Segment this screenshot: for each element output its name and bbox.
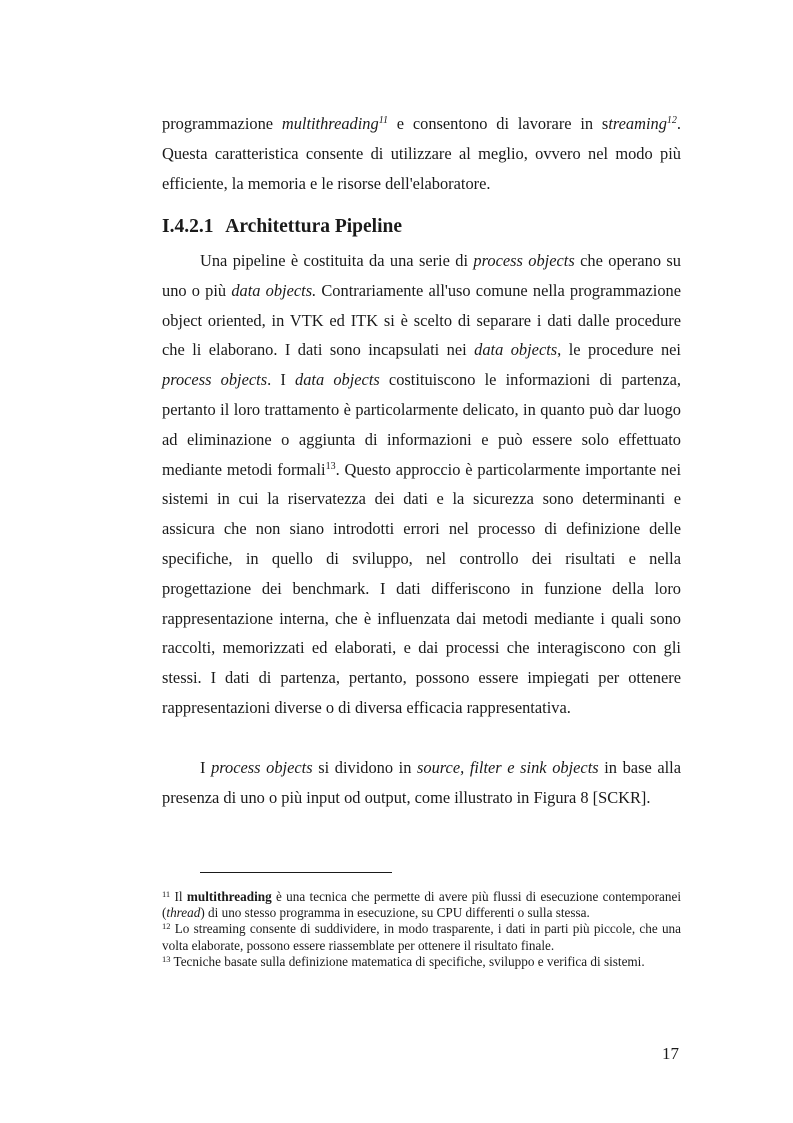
text-run: Il: [170, 889, 187, 904]
text-run: si dividono in: [312, 758, 418, 777]
page-number: 17: [662, 1044, 679, 1063]
text-run: , le procedure nei: [557, 340, 681, 360]
footnote-number: 11: [162, 889, 171, 899]
text-run: Contrariamente all'uso comune nella programmazione object oriented, in VTK ed ITK si è scelto di separare i dati dalle procedure che li elaborano. I dati sono incapsulati nei: [162, 280, 681, 360]
text-run: che operano su uno o più: [162, 251, 681, 300]
paragraph-intro: [162, 109, 681, 198]
footnote-ref-13[interactable]: 13: [325, 460, 336, 472]
text-run: I: [200, 758, 212, 777]
text-run-italic: data objects: [295, 370, 380, 390]
text-run: Tecniche basate sulla definizione matematica di specifiche, sviluppo e verifica di sistemi.: [170, 953, 645, 969]
footnote-number: 13: [162, 953, 171, 964]
text-run: ) di uno stesso programma in esecuzione, su CPU differenti o sulla stessa.: [200, 905, 590, 921]
text-run-italic: data objects: [474, 340, 558, 360]
text-run: in base alla presenza di uno o più input od output, come illustrato in Figura 8 [SCKR].: [162, 758, 681, 807]
text-run: Una pipeline è costituita da una serie di: [200, 251, 474, 270]
footnote-13: [162, 954, 681, 970]
text-run: . Questa caratteristica consente di utilizzare al meglio, ovvero nel modo più efficiente, la memoria e le risorse dell'elaboratore.: [162, 114, 681, 193]
text-run: programmazione: [162, 114, 282, 133]
text-run: . I: [267, 370, 295, 390]
footnote-12: [162, 921, 681, 953]
text-run: costituiscono le informazioni di partenza, pertanto il loro trattamento è particolarmente delicato, in quanto può dar luogo ad eliminazione o aggiunta di informazioni e può essere solo effettuato mediante metodi formali: [162, 370, 681, 479]
text-run: . Questo approccio è particolarmente importante nei sistemi in cui la riservatezza dei dati e la sicurezza sono determinanti e assicura che non siano introdotti errori nel processo di definizione delle specifiche, in quello di sviluppo, nel controllo dei risultati e nella progettazione dei benchmark. I dati differiscono in funzione della loro rappresentazione interna, che è influenzata dai metodi mediante i quali sono raccolti, memorizzati ed elaborati, e dai processi che interagiscono con gli stessi. I dati di partenza, pertanto, possono essere impiegati per ottenere rappresentazioni diverse o di diversa efficacia rappresentativa.: [162, 459, 681, 717]
paragraph-pipeline: [162, 246, 681, 723]
paragraph-process-objects: [162, 753, 681, 813]
section-heading: [162, 214, 681, 240]
section-number: I.4.2.1: [162, 216, 214, 237]
footnotes: [162, 889, 681, 970]
footnote-ref-12[interactable]: 12: [666, 115, 677, 126]
text-run-italic: treaming: [608, 114, 667, 133]
text-run-italic: process objects: [211, 758, 313, 777]
footnote-divider: [200, 872, 392, 873]
text-run: Lo streaming consente di suddividere, in modo trasparente, i dati in parti più piccole, che una volta elaborate, possono essere riassemblate per ottenere il risultato finale.: [162, 921, 681, 953]
text-run: è una tecnica che permette di avere più flussi di esecuzione contemporanei (: [162, 889, 681, 921]
footnote-number: 12: [162, 921, 171, 932]
section-title: Architettura Pipeline: [225, 216, 403, 237]
text-run-italic: source, filter e sink objects: [417, 758, 599, 777]
text-run-italic: process objects: [473, 251, 575, 270]
footnote-ref-11[interactable]: 11: [378, 115, 388, 126]
text-run-italic: data objects.: [231, 280, 317, 300]
text-run-italic: thread: [166, 905, 201, 921]
footnote-11: [162, 889, 681, 921]
text-run-italic: multithreading: [281, 114, 379, 133]
text-run-italic: process objects: [162, 370, 268, 390]
text-run-bold: multithreading: [186, 889, 272, 904]
text-run: e consentono di lavorare in s: [387, 114, 609, 133]
